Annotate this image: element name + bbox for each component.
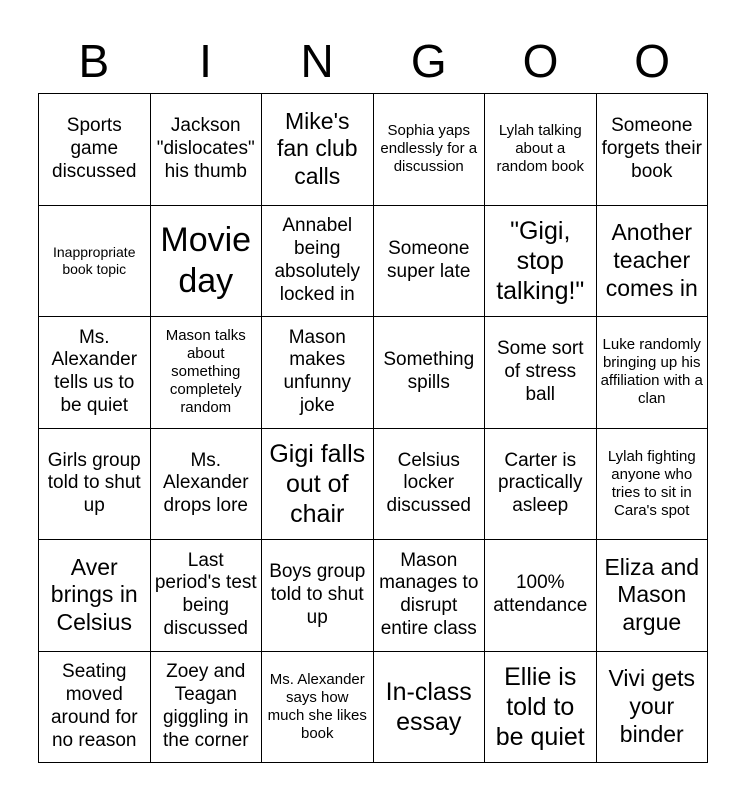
bingo-cell[interactable]: Some sort of stress ball: [485, 317, 597, 429]
header-letter-b: B: [78, 35, 110, 87]
bingo-cell[interactable]: Eliza and Mason argue: [597, 540, 709, 652]
bingo-cell[interactable]: Something spills: [374, 317, 486, 429]
bingo-cell[interactable]: Sophia yaps endlessly for a discussion: [374, 94, 486, 206]
bingo-cell[interactable]: Jackson "dislocates" his thumb: [151, 94, 263, 206]
bingo-cell[interactable]: Mason talks about something completely random: [151, 317, 263, 429]
bingo-cell[interactable]: Luke randomly bringing up his affiliation with a clan: [597, 317, 709, 429]
header-letter-i: I: [199, 35, 212, 87]
bingo-cell[interactable]: Gigi falls out of chair: [262, 429, 374, 541]
bingo-cell[interactable]: Last period's test being discussed: [151, 540, 263, 652]
bingo-cell[interactable]: Mason manages to disrupt entire class: [374, 540, 486, 652]
bingo-cell[interactable]: Movie day: [151, 206, 263, 318]
bingo-cell[interactable]: Lylah talking about a random book: [485, 94, 597, 206]
header-letter-n: N: [300, 35, 334, 87]
header-letter-g: G: [410, 35, 447, 87]
bingo-cell[interactable]: Someone forgets their book: [597, 94, 709, 206]
bingo-cell[interactable]: Annabel being absolutely locked in: [262, 206, 374, 318]
bingo-cell[interactable]: Zoey and Teagan giggling in the corner: [151, 652, 263, 764]
bingo-cell[interactable]: Mason makes unfunny joke: [262, 317, 374, 429]
bingo-cell[interactable]: Celsius locker discussed: [374, 429, 486, 541]
bingo-cell[interactable]: Sports game discussed: [39, 94, 151, 206]
bingo-cell[interactable]: Vivi gets your binder: [597, 652, 709, 764]
header-letter-o: O: [522, 35, 559, 87]
bingo-cell[interactable]: Girls group told to shut up: [39, 429, 151, 541]
bingo-cell[interactable]: Ms. Alexander tells us to be quiet: [39, 317, 151, 429]
bingo-cell[interactable]: Boys group told to shut up: [262, 540, 374, 652]
bingo-cell[interactable]: Ms. Alexander drops lore: [151, 429, 263, 541]
bingo-cell[interactable]: Mike's fan club calls: [262, 94, 374, 206]
bingo-cell[interactable]: In-class essay: [374, 652, 486, 764]
bingo-cell[interactable]: Ms. Alexander says how much she likes book: [262, 652, 374, 764]
bingo-cell[interactable]: Lylah fighting anyone who tries to sit in Cara's spot: [597, 429, 709, 541]
bingo-cell[interactable]: Seating moved around for no reason: [39, 652, 151, 764]
header-letter-o-2: O: [634, 35, 671, 87]
bingo-cell[interactable]: 100% attendance: [485, 540, 597, 652]
bingo-cell[interactable]: Someone super late: [374, 206, 486, 318]
bingo-cell[interactable]: Another teacher comes in: [597, 206, 709, 318]
bingo-cell[interactable]: Aver brings in Celsius: [39, 540, 151, 652]
bingo-cell[interactable]: "Gigi, stop talking!": [485, 206, 597, 318]
bingo-cell[interactable]: Carter is practically asleep: [485, 429, 597, 541]
bingo-cell[interactable]: Ellie is told to be quiet: [485, 652, 597, 764]
bingo-card: [38, 93, 708, 763]
bingo-cell[interactable]: Inappropriate book topic: [39, 206, 151, 318]
bingo-header: [38, 30, 708, 92]
